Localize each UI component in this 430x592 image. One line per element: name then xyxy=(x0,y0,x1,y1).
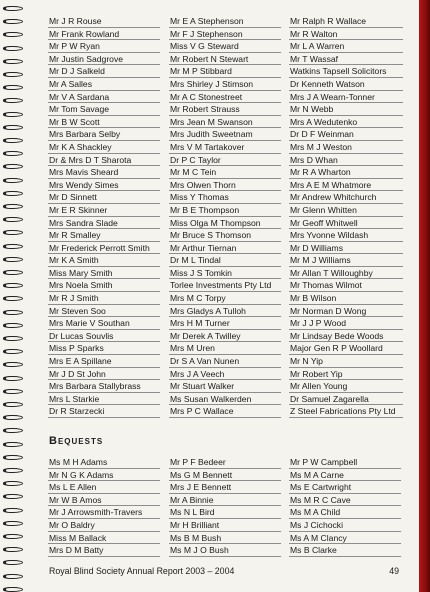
donor-name: Mr R Walton xyxy=(289,28,403,41)
donor-name: Mrs Yvonne Wildash xyxy=(289,229,403,242)
donor-name: Mrs Noela Smith xyxy=(48,279,160,292)
binding-coil xyxy=(3,468,23,473)
donor-name: Mr J R Rouse xyxy=(48,15,160,28)
donor-name: Mr Robert Strauss xyxy=(169,103,281,116)
donor-name: Mr J J P Wood xyxy=(289,317,403,330)
bequest-column-2 xyxy=(169,456,281,557)
donor-name: Mr R A Wharton xyxy=(289,166,403,179)
bequests-heading: Bequests xyxy=(49,435,104,447)
donor-name: Dr R Starzecki xyxy=(48,405,160,418)
donor-name: Mr Frederick Perrott Smith xyxy=(48,242,160,255)
donor-name: Mrs Sandra Slade xyxy=(48,217,160,230)
bequest-name: Ms M H Adams xyxy=(48,456,160,469)
donor-name: Mr Geoff Whitwell xyxy=(289,217,403,230)
page-number: 49 xyxy=(389,566,399,576)
donor-name: Mrs Barbara Stallybrass xyxy=(48,380,160,393)
bequest-name: Ms J Cichocki xyxy=(289,519,401,532)
donor-name: Mr B Wilson xyxy=(289,292,403,305)
bequest-name: Ms A M Clancy xyxy=(289,532,401,545)
donor-name: Mrs E A Spillane xyxy=(48,355,160,368)
donor-column-2 xyxy=(169,15,281,418)
binding-coil xyxy=(3,349,23,354)
donor-column-3 xyxy=(289,15,403,418)
donor-name: Dr Kenneth Watson xyxy=(289,78,403,91)
donor-name: Dr Samuel Zagarella xyxy=(289,393,403,406)
bequest-name: Mr P F Bedeer xyxy=(169,456,281,469)
donor-name: Mrs J A Veech xyxy=(169,368,281,381)
donor-name: Mr Tom Savage xyxy=(48,103,160,116)
donor-name: Mrs Olwen Thorn xyxy=(169,179,281,192)
binding-coil xyxy=(3,59,23,64)
donor-name: Mr J D St John xyxy=(48,368,160,381)
donor-name: Mr B W Scott xyxy=(48,116,160,129)
donor-name: Mr A Salles xyxy=(48,78,160,91)
donor-name: Mr D Williams xyxy=(289,242,403,255)
bequest-name: Mr W B Amos xyxy=(48,494,160,507)
binding-coil xyxy=(3,85,23,90)
binding-coil xyxy=(3,494,23,499)
donor-name: Major Gen R P Woollard xyxy=(289,342,403,355)
donor-name: Mrs J A Wearn-Tonner xyxy=(289,91,403,104)
binding-coil xyxy=(3,336,23,341)
bequest-name: Ms B M Bush xyxy=(169,532,281,545)
donor-name: Dr S A Van Nunen xyxy=(169,355,281,368)
bequest-name: Mrs J E Bennett xyxy=(169,481,281,494)
donor-name: Mr Bruce S Thomson xyxy=(169,229,281,242)
binding-coil xyxy=(3,72,23,77)
binding-coil xyxy=(3,270,23,275)
binding-coil xyxy=(3,323,23,328)
donor-name: Dr P C Taylor xyxy=(169,154,281,167)
donor-name: Mr E A Stephenson xyxy=(169,15,281,28)
donor-name: Mr Thomas Wilmot xyxy=(289,279,403,292)
donor-name: Mr Glenn Whitten xyxy=(289,204,403,217)
binding-coil xyxy=(3,98,23,103)
bequest-name: Ms G M Bennett xyxy=(169,469,281,482)
donor-name: Mr M J Williams xyxy=(289,254,403,267)
bequest-column-3 xyxy=(289,456,401,557)
donor-name: Z Steel Fabrications Pty Ltd xyxy=(289,405,403,418)
spiral-binding xyxy=(0,0,24,592)
donor-name: Mr Stuart Walker xyxy=(169,380,281,393)
donor-name: Miss P Sparks xyxy=(48,342,160,355)
bequest-name: Ms B Clarke xyxy=(289,544,401,557)
donor-name: Mr R Smalley xyxy=(48,229,160,242)
donor-name: Mrs D Whan xyxy=(289,154,403,167)
bequest-name: Mr P W Campbell xyxy=(289,456,401,469)
donor-name: Mrs V M Tartakover xyxy=(169,141,281,154)
donor-name: Watkins Tapsell Solicitors xyxy=(289,65,403,78)
donor-name: Miss V G Steward xyxy=(169,40,281,53)
donor-name: Ms Susan Walkerden xyxy=(169,393,281,406)
footer-title: Royal Blind Society Annual Report 2003 – 2004 xyxy=(49,566,235,576)
donor-name: Mr E R Skinner xyxy=(48,204,160,217)
donor-name: Mr M P Stibbard xyxy=(169,65,281,78)
binding-coil xyxy=(3,428,23,433)
donor-name: Mrs H M Turner xyxy=(169,317,281,330)
bequest-name: Ms M R C Cave xyxy=(289,494,401,507)
donor-name: Mr A C Stonestreet xyxy=(169,91,281,104)
bequest-name: Ms E Cartwright xyxy=(289,481,401,494)
donor-name: Mrs Marie V Southan xyxy=(48,317,160,330)
donor-name: Mr K A Shackley xyxy=(48,141,160,154)
binding-coil xyxy=(3,521,23,526)
donor-name: Mr D Sinnett xyxy=(48,191,160,204)
donor-name: Mrs Shirley J Stimson xyxy=(169,78,281,91)
binding-coil xyxy=(3,151,23,156)
donor-name: Mr Derek A Twilley xyxy=(169,330,281,343)
donor-name: Mr Andrew Whitchurch xyxy=(289,191,403,204)
donor-name: Mrs A Wedutenko xyxy=(289,116,403,129)
bequest-name: Ms L E Allen xyxy=(48,481,160,494)
bequest-name: Ms M J O Bush xyxy=(169,544,281,557)
binding-coil xyxy=(3,217,23,222)
binding-coil xyxy=(3,19,23,24)
bequest-name: Ms N L Bird xyxy=(169,506,281,519)
donor-name: Mr Robert N Stewart xyxy=(169,53,281,66)
donor-name: Mr Arthur Tiernan xyxy=(169,242,281,255)
donor-name: Mr Robert Yip xyxy=(289,368,403,381)
donor-name: Miss Olga M Thompson xyxy=(169,217,281,230)
binding-coil xyxy=(3,138,23,143)
binding-coil xyxy=(3,587,23,592)
donor-name: Dr & Mrs D T Sharota xyxy=(48,154,160,167)
binding-coil xyxy=(3,547,23,552)
binding-coil xyxy=(3,191,23,196)
binding-coil xyxy=(3,296,23,301)
donor-name: Mr Allan T Willoughby xyxy=(289,267,403,280)
donor-name: Mr Steven Soo xyxy=(48,305,160,318)
binding-coil xyxy=(3,283,23,288)
donor-name: Mr R J Smith xyxy=(48,292,160,305)
binding-coil xyxy=(3,560,23,565)
binding-coil xyxy=(3,455,23,460)
bequest-column-1 xyxy=(48,456,160,557)
donor-name: Torlee Investments Pty Ltd xyxy=(169,279,281,292)
binding-coil xyxy=(3,376,23,381)
donor-name: Mrs L Starkie xyxy=(48,393,160,406)
binding-coil xyxy=(3,310,23,315)
binding-coil xyxy=(3,204,23,209)
donor-name: Mr L A Warren xyxy=(289,40,403,53)
donor-name: Miss Y Thomas xyxy=(169,191,281,204)
donor-name: Mr B E Thompson xyxy=(169,204,281,217)
binding-coil xyxy=(3,389,23,394)
page-edge xyxy=(419,0,430,592)
bequest-name: Miss M Ballack xyxy=(48,532,160,545)
binding-coil xyxy=(3,32,23,37)
binding-coil xyxy=(3,402,23,407)
binding-coil xyxy=(3,534,23,539)
donor-name: Mrs Gladys A Tulloh xyxy=(169,305,281,318)
bequest-name: Ms M A Carne xyxy=(289,469,401,482)
donor-name: Miss Mary Smith xyxy=(48,267,160,280)
donor-name: Mrs M Uren xyxy=(169,342,281,355)
binding-coil xyxy=(3,46,23,51)
bequest-name: Mr A Binnie xyxy=(169,494,281,507)
binding-coil xyxy=(3,415,23,420)
binding-coil xyxy=(3,178,23,183)
binding-coil xyxy=(3,112,23,117)
page-footer xyxy=(49,566,399,576)
binding-coil xyxy=(3,362,23,367)
donor-name: Mr N Webb xyxy=(289,103,403,116)
binding-coil xyxy=(3,508,23,513)
binding-coil xyxy=(3,257,23,262)
donor-name: Mr Norman D Wong xyxy=(289,305,403,318)
donor-name: Mrs Wendy Simes xyxy=(48,179,160,192)
donor-column-1 xyxy=(48,15,160,418)
bequest-name: Mr J Arrowsmith-Travers xyxy=(48,506,160,519)
donor-name: Dr Lucas Souvlis xyxy=(48,330,160,343)
donor-name: Mrs A E M Whatmore xyxy=(289,179,403,192)
donor-name: Mr M C Tein xyxy=(169,166,281,179)
bequest-name: Mrs D M Batty xyxy=(48,544,160,557)
donor-name: Mr Lindsay Bede Woods xyxy=(289,330,403,343)
donor-name: Mr Allen Young xyxy=(289,380,403,393)
donor-name: Mrs Jean M Swanson xyxy=(169,116,281,129)
donor-name: Mrs M C Torpy xyxy=(169,292,281,305)
donor-name: Mr Ralph R Wallace xyxy=(289,15,403,28)
binding-coil xyxy=(3,442,23,447)
donor-name: Mr T Wassaf xyxy=(289,53,403,66)
binding-coil xyxy=(3,230,23,235)
bequest-name: Mr N G K Adams xyxy=(48,469,160,482)
bequest-name: Mr H Brilliant xyxy=(169,519,281,532)
bequest-name: Mr O Baldry xyxy=(48,519,160,532)
donor-name: Mr F J Stephenson xyxy=(169,28,281,41)
binding-coil xyxy=(3,574,23,579)
donor-name: Mrs P C Wallace xyxy=(169,405,281,418)
donor-name: Mr D J Salkeld xyxy=(48,65,160,78)
binding-coil xyxy=(3,164,23,169)
binding-coil xyxy=(3,481,23,486)
bequest-name: Ms M A Child xyxy=(289,506,401,519)
donor-name: Mr V A Sardana xyxy=(48,91,160,104)
donor-name: Mrs Mavis Sheard xyxy=(48,166,160,179)
donor-name: Mr Frank Rowland xyxy=(48,28,160,41)
donor-name: Mr Justin Sadgrove xyxy=(48,53,160,66)
donor-name: Mr K A Smith xyxy=(48,254,160,267)
binding-coil xyxy=(3,244,23,249)
donor-name: Mr N Yip xyxy=(289,355,403,368)
donor-name: Mr P W Ryan xyxy=(48,40,160,53)
donor-name: Mrs M J Weston xyxy=(289,141,403,154)
binding-coil xyxy=(3,125,23,130)
donor-name: Mrs Barbara Selby xyxy=(48,128,160,141)
donor-name: Miss J S Tomkin xyxy=(169,267,281,280)
donor-name: Dr M L Tindal xyxy=(169,254,281,267)
donor-name: Dr D F Weinman xyxy=(289,128,403,141)
binding-coil xyxy=(3,6,23,11)
donor-name: Mrs Judith Sweetnam xyxy=(169,128,281,141)
